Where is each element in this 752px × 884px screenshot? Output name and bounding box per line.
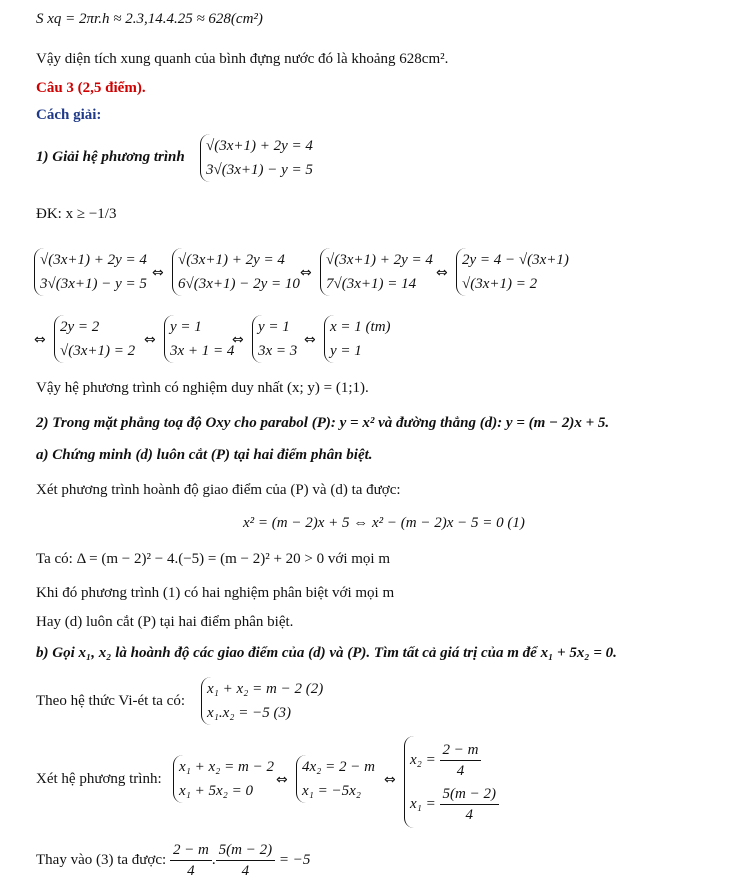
- sub-f2-numerator: 5(m − 2): [216, 840, 275, 861]
- sub-fraction-1: [170, 840, 212, 881]
- condition: ĐK: x ≥ −1/3: [36, 206, 117, 222]
- chain2-system-2: [164, 315, 234, 363]
- system-b3: [404, 736, 499, 828]
- system-b3-eq1: [410, 738, 499, 782]
- area-conclusion: Vậy diện tích xung quanh của bình đựng nước đó là khoảng 628cm².: [36, 51, 449, 67]
- chain2-system-4: [324, 315, 391, 363]
- sub-f1-denominator: 4: [187, 863, 195, 880]
- vieta-label: Theo hệ thức Vi-ét ta có:: [36, 693, 185, 709]
- chain2-s3-eq1: y = 1: [258, 319, 290, 335]
- equiv-arrow-3: ⇔: [436, 265, 448, 281]
- equiv-arrow-5: ⇔: [144, 332, 156, 348]
- x2-denominator: 4: [456, 763, 465, 780]
- cut-two-points-statement: Hay (d) luôn cắt (P) tại hai điểm phân biệt.: [36, 614, 294, 630]
- x2-fraction: [440, 740, 482, 781]
- part1-title: 1) Giải hệ phương trình: [36, 149, 185, 165]
- equiv-arrow-6: ⇔: [232, 332, 244, 348]
- chain1-s2-eq2: 6√(3x+1) − 2y = 10: [178, 276, 300, 292]
- system-b1: [173, 755, 274, 803]
- chain2-s4-eq1: x = 1 (tm): [330, 319, 391, 335]
- chain1-system-2: [172, 248, 300, 296]
- substitute-row: [36, 838, 310, 882]
- x2-numerator: 2 − m: [440, 740, 482, 761]
- chain1-s4-eq1: 2y = 4 − √(3x+1): [462, 252, 569, 268]
- chain2-s2-eq2: 3x + 1 = 4: [170, 343, 235, 359]
- chain1-s1-eq2: 3√(3x+1) − y = 5: [40, 276, 147, 292]
- chain2-s2-eq1: y = 1: [170, 319, 202, 335]
- main-system-eq2: 3√(3x+1) − y = 5: [206, 162, 313, 178]
- sub-f2-denominator: 4: [241, 863, 250, 880]
- chain2-system-3: [252, 315, 297, 363]
- x1-numerator: 5(m − 2): [440, 784, 499, 805]
- chain1-s3-eq2: 7√(3x+1) = 14: [326, 276, 417, 292]
- sub-f1-numerator: 2 − m: [170, 840, 212, 861]
- x2-lhs: x₂ =: [410, 752, 436, 768]
- x1-lhs: x₁ =: [410, 796, 436, 812]
- equiv-arrow-4: ⇔: [34, 332, 46, 348]
- part1-conclusion: Vậy hệ phương trình có nghiệm duy nhất (x; y) = (1;1).: [36, 380, 369, 396]
- chain1-system-1: [34, 248, 147, 296]
- vieta-eq2: x₁.x₂ = −5 (3): [207, 705, 291, 721]
- two-roots-statement: Khi đó phương trình (1) có hai nghiệm phân biệt với mọi m: [36, 585, 395, 601]
- vieta-eq1: x₁ + x₂ = m − 2 (2): [207, 681, 324, 697]
- area-formula: S xq = 2πr.h ≈ 2.3,14.4.25 ≈ 628(cm²): [36, 11, 263, 27]
- system-b2-eq2: x₁ = −5x₂: [302, 783, 361, 799]
- part2b-title: b) Gọi x₁, x₂ là hoành độ các giao điểm của (d) và (P). Tìm tất cả giá trị của m để x₁ + 5x₂ = 0.: [36, 645, 617, 661]
- system-b3-eq2: [410, 782, 499, 826]
- chain2-s1-eq2: √(3x+1) = 2: [60, 343, 136, 359]
- main-system: [200, 134, 313, 182]
- system-b2: [296, 755, 375, 803]
- chain1-s1-eq1: √(3x+1) + 2y = 4: [40, 252, 147, 268]
- intersection-equation: x² = (m − 2)x + 5 ⇔ x² − (m − 2)x − 5 = 0 (1): [243, 515, 525, 531]
- system-b1-eq2: x₁ + 5x₂ = 0: [179, 783, 253, 799]
- system-label: Xét hệ phương trình:: [36, 771, 162, 787]
- x1-fraction: [440, 784, 499, 825]
- solution-heading: Cách giải:: [36, 107, 102, 123]
- chain1-s2-eq1: √(3x+1) + 2y = 4: [178, 252, 285, 268]
- equiv-arrow-9: ⇔: [384, 772, 396, 788]
- chain1-s3-eq1: √(3x+1) + 2y = 4: [326, 252, 433, 268]
- intersection-text: Xét phương trình hoành độ giao điểm của (P) và (d) ta được:: [36, 482, 401, 498]
- x1-denominator: 4: [465, 807, 473, 824]
- system-b1-eq1: x₁ + x₂ = m − 2: [179, 759, 274, 775]
- equiv-arrow-2: ⇔: [300, 265, 312, 281]
- chain1-system-4: [456, 248, 569, 296]
- vieta-system: [201, 677, 323, 725]
- equiv-arrow-8: ⇔: [276, 772, 288, 788]
- sub-fraction-2: [216, 840, 275, 881]
- multiply-dot: .: [211, 852, 216, 868]
- equiv-arrow-7: ⇔: [304, 332, 316, 348]
- chain1-s4-eq2: √(3x+1) = 2: [462, 276, 538, 292]
- chain1-system-3: [320, 248, 433, 296]
- part2-title: 2) Trong mặt phẳng toạ độ Oxy cho parabol (P): y = x² và đường thẳng (d): y = (m − 2)x + 5.: [36, 415, 610, 431]
- chain2-s4-eq2: y = 1: [330, 343, 362, 359]
- main-system-eq1: √(3x+1) + 2y = 4: [206, 138, 313, 154]
- chain2-s1-eq1: 2y = 2: [60, 319, 100, 335]
- discriminant: Ta có: Δ = (m − 2)² − 4.(−5) = (m − 2)² + 20 > 0 với mọi m: [36, 551, 390, 567]
- chain2-system-1: [54, 315, 135, 363]
- chain2-s3-eq2: 3x = 3: [258, 343, 298, 359]
- substitute-label: Thay vào (3) ta được:: [36, 852, 167, 868]
- part2a-title: a) Chứng minh (d) luôn cắt (P) tại hai điểm phân biệt.: [36, 447, 373, 463]
- equiv-arrow-1: ⇔: [152, 265, 164, 281]
- question-heading: Câu 3 (2,5 điểm).: [36, 80, 146, 96]
- sub-rhs: = −5: [278, 852, 311, 868]
- system-b2-eq1: 4x₂ = 2 − m: [302, 759, 375, 775]
